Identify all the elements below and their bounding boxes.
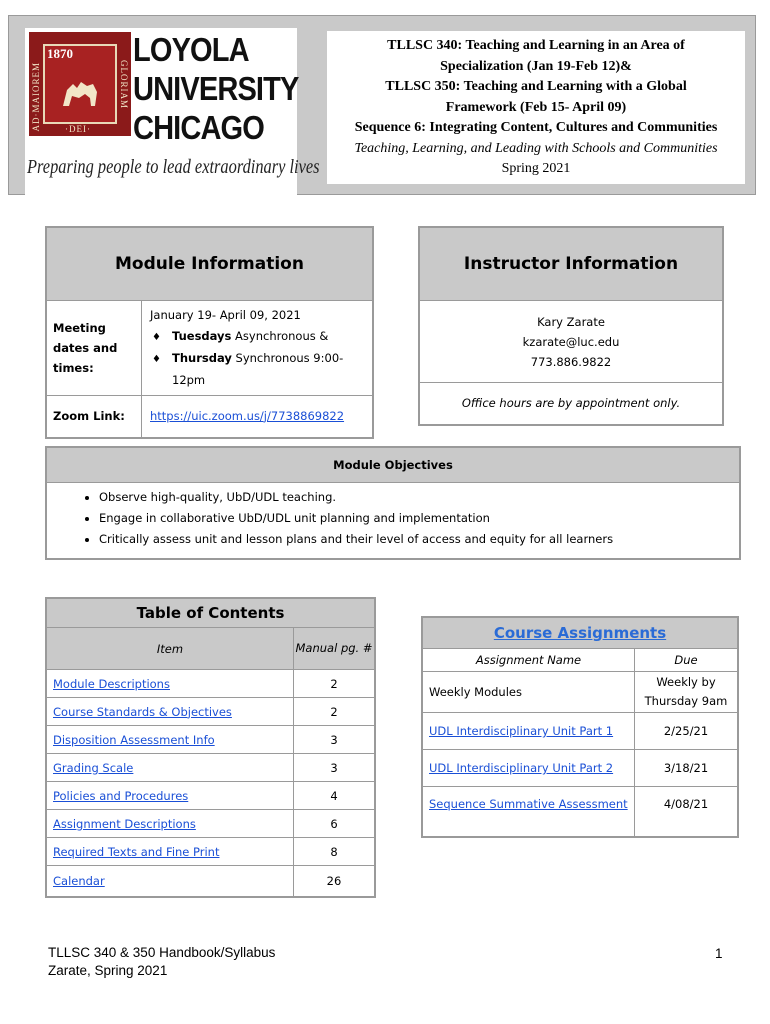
table-row <box>46 754 375 782</box>
toc-link-assignment-descriptions[interactable]: Assignment Descriptions <box>53 816 196 831</box>
toc-page: 2 <box>294 698 376 726</box>
objectives-list <box>47 487 739 550</box>
instructor-information-heading: Instructor Information <box>419 227 723 301</box>
meeting-details <box>142 301 374 396</box>
instructor-phone: 773.886.9822 <box>530 354 612 369</box>
toc-col-page: Manual pg. # <box>294 628 376 670</box>
objective-item: • Critically assess unit and lesson plans and their level of access and equity for all learners <box>99 529 739 550</box>
title-line: Framework (Feb 15- April 09) <box>445 99 627 115</box>
assignment-due: 2/25/21 <box>635 713 739 750</box>
zoom-label: Zoom Link: <box>46 396 142 438</box>
instructor-email: kzarate@luc.edu <box>522 334 620 349</box>
toc-page: 3 <box>294 726 376 754</box>
table-row <box>422 787 738 837</box>
seal-year: 1870 <box>47 46 73 61</box>
toc-link-grading-scale[interactable]: Grading Scale <box>53 760 134 775</box>
course-subtitle: Teaching, Learning, and Leading with Schools and Communities <box>354 140 718 156</box>
toc-page: 6 <box>294 810 376 838</box>
course-assignments-table <box>421 616 739 838</box>
table-row <box>422 672 738 713</box>
assignment-due: Weekly by Thursday 9am <box>635 672 739 713</box>
toc-link-calendar[interactable]: Calendar <box>53 874 105 888</box>
objective-item: • Engage in collaborative UbD/UDL unit planning and implementation <box>99 508 739 529</box>
toc-page: 8 <box>294 838 376 866</box>
instructor-information-table <box>418 226 724 426</box>
module-objectives-box <box>45 446 741 560</box>
logo-wordmark: LOYOLA UNIVERSITY CHICAGO <box>133 31 299 146</box>
session-item: ♦ Tuesdays Asynchronous & <box>172 326 364 348</box>
course-term: Spring 2021 <box>501 160 571 176</box>
toc-link-course-standards[interactable]: Course Standards & Objectives <box>53 704 232 719</box>
module-information-heading: Module Information <box>46 227 373 301</box>
instructor-contact <box>419 301 723 383</box>
title-line: Specialization (Jan 19-Feb 12)& <box>440 58 632 74</box>
meeting-label: Meeting dates and times: <box>46 301 142 396</box>
meeting-dates: January 19- April 09, 2021 <box>150 308 301 322</box>
toc-link-module-descriptions[interactable]: Module Descriptions <box>53 676 170 691</box>
module-information-table <box>45 226 374 439</box>
wolves-crest-icon <box>57 72 103 112</box>
assignment-link-udl-part-2[interactable]: UDL Interdisciplinary Unit Part 2 <box>429 761 614 775</box>
table-row <box>46 810 375 838</box>
table-row <box>422 713 738 750</box>
toc-page: 2 <box>294 670 376 698</box>
logo-tagline: Preparing people to lead extraordinary lives <box>27 156 320 178</box>
university-seal-icon: 1870 AD·MAIOREM GLORIAM ·DEI· <box>29 32 131 136</box>
page-number: 1 <box>715 946 723 961</box>
toc-link-required-texts[interactable]: Required Texts and Fine Print <box>53 844 220 859</box>
table-row <box>46 698 375 726</box>
assign-col-name: Assignment Name <box>422 649 635 672</box>
course-title-box <box>327 31 745 184</box>
table-of-contents <box>45 597 376 898</box>
syllabus-header <box>8 15 756 195</box>
objective-item: • Observe high-quality, UbD/UDL teaching. <box>99 487 739 508</box>
zoom-link[interactable]: https://uic.zoom.us/j/7738869822 <box>150 408 345 423</box>
module-objectives-heading: Module Objectives <box>47 448 739 483</box>
assignment-name: Weekly Modules <box>422 672 635 713</box>
toc-page: 4 <box>294 782 376 810</box>
title-line: TLLSC 340: Teaching and Learning in an Area of <box>387 38 685 53</box>
assign-col-due: Due <box>635 649 739 672</box>
assignment-link-summative[interactable]: Sequence Summative Assessment <box>429 797 628 811</box>
office-hours: Office hours are by appointment only. <box>419 383 723 425</box>
footer-line: Zarate, Spring 2021 <box>48 963 168 978</box>
table-row <box>46 838 375 866</box>
assignment-due: 4/08/21 <box>635 787 739 837</box>
toc-col-item: Item <box>46 628 294 670</box>
title-line: Sequence 6: Integrating Content, Cultures and Communities <box>354 120 718 135</box>
table-row <box>46 670 375 698</box>
assignment-due: 3/18/21 <box>635 750 739 787</box>
table-row <box>422 750 738 787</box>
toc-link-policies[interactable]: Policies and Procedures <box>53 788 189 803</box>
assignment-link-udl-part-1[interactable]: UDL Interdisciplinary Unit Part 1 <box>429 724 614 738</box>
toc-page: 3 <box>294 754 376 782</box>
table-row <box>46 782 375 810</box>
course-assignments-heading-link[interactable]: Course Assignments <box>493 624 667 642</box>
session-item: ♦ Thursday Synchronous 9:00-12pm <box>172 348 364 391</box>
table-row <box>46 726 375 754</box>
toc-link-disposition-assessment[interactable]: Disposition Assessment Info <box>53 732 215 747</box>
table-row <box>46 866 375 898</box>
page-footer <box>48 944 275 980</box>
toc-page: 26 <box>294 866 376 898</box>
title-line: TLLSC 350: Teaching and Learning with a Global <box>385 79 687 94</box>
instructor-name: Kary Zarate <box>537 314 605 329</box>
toc-heading: Table of Contents <box>46 598 375 628</box>
loyola-logo <box>25 28 320 198</box>
footer-line: TLLSC 340 & 350 Handbook/Syllabus <box>48 945 276 960</box>
